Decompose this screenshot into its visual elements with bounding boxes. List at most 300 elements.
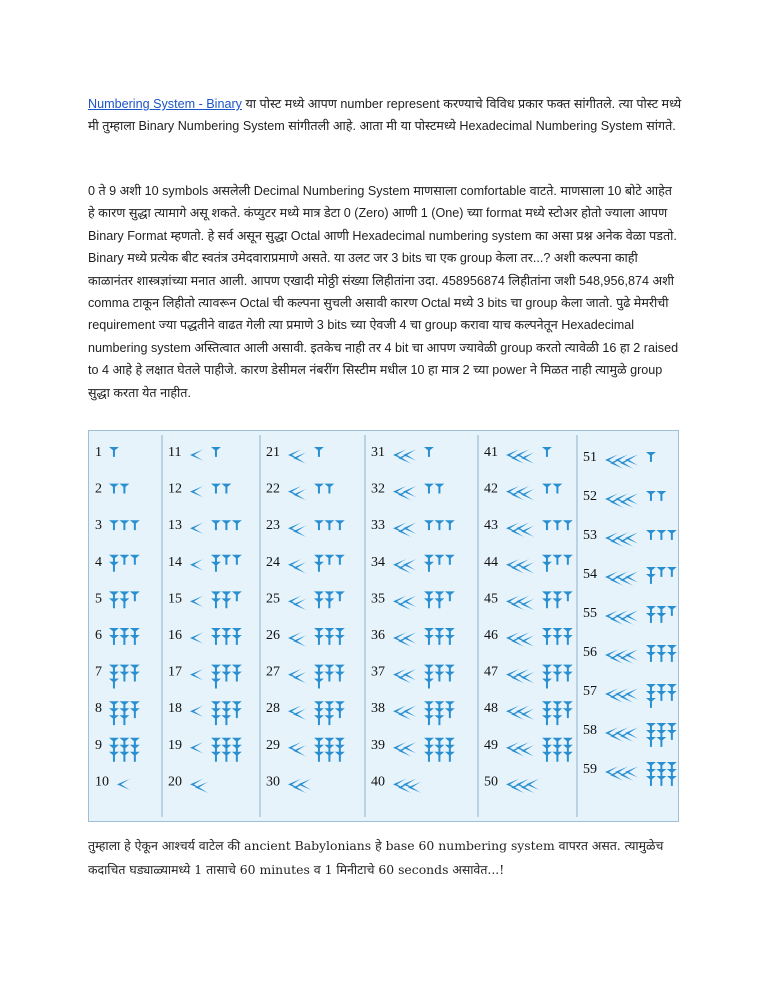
numeral-label: 36: [371, 628, 385, 643]
numeral-label: 4: [95, 554, 102, 570]
numeral-label: 44: [484, 554, 498, 570]
unit-wedge: [424, 562, 434, 572]
numeral-glyph: [506, 778, 540, 793]
numeral-label: 37: [371, 664, 385, 680]
babylonian-paragraph: तुम्हाला हे ऐकून आश्चर्य वाटेल की ancient Babylonians हे base 60 numbering system वापरत असत. त्यामुळेच कदाचित घड्याळ्यामध्ये 1 तासाचे 60 minutes व 1 मिनीटाचे 60 seconds असावेत...!: [88, 838, 664, 877]
ten-wedge: [190, 522, 204, 534]
numeral-glyph: [288, 701, 345, 725]
ten-wedge: [625, 571, 639, 583]
ten-wedge: [190, 669, 204, 681]
ten-wedge: [298, 778, 312, 790]
ten-wedge: [288, 669, 302, 681]
ten-wedge: [288, 595, 302, 607]
numeral-label: 7: [95, 664, 102, 680]
ten-wedge: [190, 705, 204, 717]
ten-wedge: [516, 705, 530, 717]
ten-wedge: [516, 595, 530, 607]
numeral-glyph: [605, 606, 677, 625]
numeral-glyph: [190, 484, 231, 498]
unit-wedge: [211, 635, 221, 645]
unit-wedge: [130, 708, 140, 718]
unit-wedge: [563, 520, 573, 530]
numeral-label: 46: [484, 628, 498, 643]
unit-wedge: [445, 752, 455, 762]
ten-wedge: [403, 449, 417, 461]
ten-wedge: [521, 525, 535, 537]
ten-wedge: [403, 632, 417, 644]
ten-wedge: [293, 781, 307, 793]
numeral-label: 17: [168, 664, 182, 680]
unit-wedge: [542, 679, 552, 689]
unit-wedge: [563, 635, 573, 645]
unit-wedge: [314, 562, 324, 572]
unit-wedge: [434, 520, 444, 530]
ten-wedge: [620, 769, 634, 781]
unit-wedge: [221, 555, 231, 565]
unit-wedge: [314, 447, 324, 457]
numeral-label: 12: [168, 481, 182, 497]
numeral-label: 15: [168, 591, 182, 607]
numeral-glyph: [288, 484, 334, 501]
unit-wedge: [424, 598, 434, 608]
ten-wedge: [620, 730, 634, 742]
unit-wedge: [314, 520, 324, 530]
unit-wedge: [119, 672, 129, 682]
numeral-glyph: [605, 723, 677, 747]
unit-wedge: [563, 672, 573, 682]
numeral-glyph: [109, 484, 129, 494]
unit-wedge: [667, 730, 677, 740]
unit-wedge: [646, 776, 656, 786]
ten-wedge: [190, 449, 204, 461]
numeral-glyph: [393, 665, 455, 689]
numeral-glyph: [506, 591, 573, 610]
numeral-glyph: [109, 628, 140, 645]
numeral-label: 56: [583, 645, 597, 660]
unit-wedge: [211, 447, 221, 457]
ten-wedge: [398, 598, 412, 610]
unit-wedge: [552, 752, 562, 762]
unit-wedge: [434, 484, 444, 494]
ten-wedge: [288, 559, 302, 571]
unit-wedge: [656, 613, 666, 623]
numeral-label: 40: [371, 774, 385, 790]
numeral-label: 52: [583, 489, 597, 504]
numeral-label: 57: [583, 684, 597, 699]
unit-wedge: [656, 737, 666, 747]
unit-wedge: [130, 555, 140, 565]
numeral-glyph: [109, 738, 140, 762]
ten-wedge: [625, 649, 639, 661]
numeral-glyph: [605, 684, 677, 708]
numeral-glyph: [109, 665, 140, 689]
numeral-label: 26: [266, 628, 280, 643]
ten-wedge: [620, 613, 634, 625]
ten-wedge: [403, 778, 417, 790]
numeral-label: 31: [371, 445, 385, 460]
numeral-label: 1: [95, 445, 102, 460]
unit-wedge: [646, 737, 656, 747]
ten-wedge: [625, 610, 639, 622]
unit-wedge: [667, 691, 677, 701]
unit-wedge: [109, 752, 119, 762]
ten-wedge: [190, 595, 204, 607]
ten-wedge: [516, 522, 530, 534]
unit-wedge: [656, 530, 666, 540]
ten-wedge: [190, 559, 204, 571]
ten-wedge: [190, 486, 204, 498]
ten-wedge: [288, 449, 302, 461]
numeral-glyph: [506, 555, 573, 574]
ten-wedge: [288, 486, 302, 498]
ten-wedge: [293, 598, 307, 610]
ten-wedge: [293, 635, 307, 647]
numeral-label: 50: [484, 774, 498, 790]
numeral-glyph: [393, 520, 455, 537]
numeral-label: 43: [484, 518, 498, 534]
numeral-glyph: [506, 447, 552, 464]
unit-wedge: [424, 635, 434, 645]
numeral-label: 55: [583, 606, 597, 621]
ten-wedge: [293, 672, 307, 684]
numeral-label: 38: [371, 701, 385, 717]
numeral-label: 20: [168, 774, 182, 790]
numeral-glyph: [109, 555, 140, 572]
ten-wedge: [403, 669, 417, 681]
ten-wedge: [516, 742, 530, 754]
numeral-glyph: [117, 778, 131, 790]
unit-wedge: [656, 776, 666, 786]
unit-wedge: [119, 715, 129, 725]
numeral-glyph: [288, 778, 312, 793]
unit-wedge: [109, 484, 119, 494]
ten-wedge: [521, 489, 535, 501]
ten-wedge: [521, 672, 535, 684]
numeral-label: 45: [484, 591, 498, 607]
ten-wedge: [516, 486, 530, 498]
numeral-glyph: [190, 665, 242, 689]
unit-wedge: [424, 715, 434, 725]
unit-wedge: [314, 679, 324, 689]
unit-wedge: [667, 606, 677, 616]
numeral-glyph: [288, 628, 345, 647]
numeral-label: 14: [168, 554, 182, 570]
unit-wedge: [552, 555, 562, 565]
unit-wedge: [232, 635, 242, 645]
unit-wedge: [232, 708, 242, 718]
numeral-glyph: [190, 628, 242, 645]
unit-wedge: [314, 635, 324, 645]
unit-wedge: [542, 752, 552, 762]
ten-wedge: [403, 595, 417, 607]
unit-wedge: [552, 672, 562, 682]
ten-wedge: [516, 449, 530, 461]
numeral-label: 2: [95, 481, 102, 497]
ten-wedge: [403, 705, 417, 717]
unit-wedge: [552, 484, 562, 494]
unit-wedge: [445, 591, 455, 601]
unit-wedge: [335, 591, 345, 601]
numeral-glyph: [288, 520, 345, 537]
numeral-glyph: [109, 447, 119, 457]
unit-wedge: [542, 635, 552, 645]
unit-wedge: [232, 752, 242, 762]
unit-wedge: [424, 752, 434, 762]
ten-wedge: [403, 522, 417, 534]
ten-wedge: [403, 742, 417, 754]
unit-wedge: [434, 635, 444, 645]
unit-wedge: [656, 567, 666, 577]
unit-wedge: [221, 598, 231, 608]
numeral-label: 13: [168, 518, 182, 534]
ten-wedge: [398, 562, 412, 574]
babylonian-numerals-tablet: [88, 430, 679, 822]
ten-wedge: [625, 766, 639, 778]
ten-wedge: [190, 778, 204, 790]
unit-wedge: [542, 562, 552, 572]
ten-wedge: [521, 781, 535, 793]
unit-wedge: [109, 520, 119, 530]
numeral-glyph: [109, 520, 140, 530]
unit-wedge: [109, 562, 119, 572]
unit-wedge: [656, 691, 666, 701]
unit-wedge: [232, 555, 242, 565]
ten-wedge: [398, 452, 412, 464]
numeral-glyph: [393, 701, 455, 725]
babylonian-numerals-figure: [89, 431, 678, 821]
ten-wedge: [521, 708, 535, 720]
numeral-label: 59: [583, 762, 597, 777]
numeral-label: 10: [95, 774, 109, 790]
unit-wedge: [656, 652, 666, 662]
unit-wedge: [119, 598, 129, 608]
unit-wedge: [232, 672, 242, 682]
numeral-glyph: [190, 701, 242, 725]
unit-wedge: [130, 672, 140, 682]
numeral-glyph: [190, 778, 209, 793]
numeral-glyph: [288, 555, 345, 574]
numeral-glyph: [393, 447, 434, 464]
intro-paragraph: [88, 93, 682, 138]
numeral-label: 32: [371, 481, 385, 497]
numeral-label: 21: [266, 445, 280, 460]
numeral-label: 33: [371, 518, 385, 534]
ten-wedge: [516, 669, 530, 681]
binary-post-link[interactable]: Numbering System - Binary: [88, 97, 242, 111]
unit-wedge: [109, 715, 119, 725]
ten-wedge: [620, 535, 634, 547]
ten-wedge: [521, 745, 535, 757]
numeral-label: 22: [266, 481, 280, 497]
numeral-glyph: [393, 738, 455, 762]
unit-wedge: [130, 520, 140, 530]
unit-wedge: [232, 591, 242, 601]
unit-wedge: [335, 635, 345, 645]
numeral-glyph: [393, 484, 444, 501]
unit-wedge: [646, 452, 656, 462]
unit-wedge: [221, 635, 231, 645]
unit-wedge: [314, 484, 324, 494]
ten-wedge: [288, 742, 302, 754]
ten-wedge: [288, 522, 302, 534]
unit-wedge: [109, 598, 119, 608]
unit-wedge: [221, 715, 231, 725]
ten-wedge: [620, 496, 634, 508]
unit-wedge: [434, 555, 444, 565]
explanation-paragraph: 0 ते 9 अशी 10 symbols असलेली Decimal Numbering System माणसाला comfortable वाटते. माणसाला 10 बोटे आहेत हे कारण सुद्धा त्यामागे असू शकते. कंप्युटर मध्ये मात्र डेटा 0 (Zero) आणी 1 (One) च्या format मध्ये स्टोअर होतो ज्याला आपण Binary Format म्हणतो. हे सर्व असून सुद्धा Octal आणी Hexadecimal numbering system का असा प्रश्न अनेक वेळा पडतो. Binary मध्ये प्रत्येक बीट स्वतंत्र उमेदवाराप्रमाणे असते. या उलट जर 3 bits चा एक group केला तर...? अशी कल्पना काही काळानंतर शास्त्रज्ञांच्या मनात आली. आपण एखादी मोठ्ठी संख्या लिहीतांना उदा. 458956874 लिहीतांना जशी 548,956,874 अशी comma टाकून लिहीतो त्यावरून Octal ची कल्पना सुचली असावी कारण Octal मध्ये 3 bits चा group केला जातो. पुढे मेमरीची requirement ज्या पद्धतीने वाढत गेली त्या प्रमाणे 3 bits च्या ऐवजी 4 चा group करावा याच कल्पनेतून Hexadecimal numbering system अस्तित्वात आली असावी. इतकेच नाही तर 4 bit चा आपण ज्यावेळी group करतो त्यावेळी 16 हा 2 raised to 4 आहे हे लक्षात घेतले पाहीजे. कारण डेसीमल नंबरींग सिस्टीम मधील 10 हा मात्र 2 च्या power ने मिळत नाही त्यामुळे group सुद्धा करता येत नाहीत.: [88, 184, 679, 400]
numeral-label: 11: [168, 445, 182, 460]
ten-wedge: [625, 688, 639, 700]
unit-wedge: [211, 562, 221, 572]
unit-wedge: [445, 520, 455, 530]
unit-wedge: [109, 635, 119, 645]
ten-wedge: [521, 452, 535, 464]
ten-wedge: [625, 454, 639, 466]
unit-wedge: [119, 484, 129, 494]
unit-wedge: [542, 484, 552, 494]
unit-wedge: [211, 752, 221, 762]
unit-wedge: [434, 715, 444, 725]
unit-wedge: [324, 484, 334, 494]
unit-wedge: [324, 672, 334, 682]
unit-wedge: [119, 555, 129, 565]
unit-wedge: [552, 715, 562, 725]
ten-wedge: [190, 742, 204, 754]
numeral-label: 8: [95, 701, 102, 717]
ten-wedge: [625, 493, 639, 505]
ten-wedge: [516, 632, 530, 644]
numeral-label: 51: [583, 450, 597, 465]
unit-wedge: [335, 555, 345, 565]
numeral-glyph: [393, 628, 455, 647]
unit-wedge: [563, 708, 573, 718]
ten-wedge: [403, 559, 417, 571]
numeral-label: 9: [95, 737, 102, 753]
unit-wedge: [324, 520, 334, 530]
unit-wedge: [211, 679, 221, 689]
ten-wedge: [293, 489, 307, 501]
numeral-glyph: [288, 591, 345, 610]
unit-wedge: [563, 752, 573, 762]
unit-wedge: [646, 613, 656, 623]
ten-wedge: [620, 574, 634, 586]
unit-wedge: [119, 635, 129, 645]
numeral-label: 41: [484, 445, 498, 460]
ten-wedge: [625, 727, 639, 739]
unit-wedge: [221, 672, 231, 682]
ten-wedge: [398, 525, 412, 537]
numeral-glyph: [605, 762, 677, 786]
unit-wedge: [130, 752, 140, 762]
unit-wedge: [667, 776, 677, 786]
numeral-label: 39: [371, 737, 385, 753]
unit-wedge: [542, 520, 552, 530]
unit-wedge: [445, 708, 455, 718]
ten-wedge: [521, 635, 535, 647]
ten-wedge: [403, 486, 417, 498]
numeral-label: 16: [168, 628, 182, 643]
unit-wedge: [324, 715, 334, 725]
numeral-glyph: [190, 520, 242, 534]
unit-wedge: [445, 672, 455, 682]
unit-wedge: [542, 715, 552, 725]
unit-wedge: [542, 447, 552, 457]
numeral-label: 30: [266, 774, 280, 790]
unit-wedge: [434, 672, 444, 682]
numeral-label: 28: [266, 701, 280, 717]
unit-wedge: [119, 520, 129, 530]
numeral-glyph: [190, 591, 242, 608]
ten-wedge: [408, 781, 422, 793]
unit-wedge: [445, 635, 455, 645]
unit-wedge: [542, 598, 552, 608]
ten-wedge: [398, 635, 412, 647]
numeral-label: 24: [266, 554, 280, 570]
unit-wedge: [324, 752, 334, 762]
numeral-glyph: [393, 591, 455, 610]
unit-wedge: [221, 752, 231, 762]
numeral-label: 35: [371, 591, 385, 607]
ten-wedge: [288, 632, 302, 644]
unit-wedge: [646, 652, 656, 662]
unit-wedge: [646, 574, 656, 584]
unit-wedge: [119, 752, 129, 762]
unit-wedge: [130, 591, 140, 601]
numeral-glyph: [288, 665, 345, 689]
ten-wedge: [521, 562, 535, 574]
ten-wedge: [398, 489, 412, 501]
unit-wedge: [211, 484, 221, 494]
numeral-glyph: [190, 555, 242, 572]
numeral-label: 49: [484, 737, 498, 753]
ten-wedge: [521, 598, 535, 610]
unit-wedge: [552, 635, 562, 645]
numeral-glyph: [506, 484, 562, 501]
unit-wedge: [434, 752, 444, 762]
unit-wedge: [424, 679, 434, 689]
ten-wedge: [117, 778, 131, 790]
numeral-label: 6: [95, 628, 102, 643]
numeral-label: 27: [266, 664, 280, 680]
ten-wedge: [398, 708, 412, 720]
unit-wedge: [563, 555, 573, 565]
numeral-label: 18: [168, 701, 182, 717]
ten-wedge: [516, 559, 530, 571]
numeral-label: 48: [484, 701, 498, 717]
numeral-glyph: [506, 701, 573, 725]
ten-wedge: [288, 705, 302, 717]
unit-wedge: [211, 598, 221, 608]
numeral-glyph: [109, 701, 140, 725]
unit-wedge: [211, 715, 221, 725]
ten-wedge: [526, 778, 540, 790]
unit-wedge: [335, 708, 345, 718]
unit-wedge: [552, 520, 562, 530]
unit-wedge: [109, 447, 119, 457]
numeral-label: 29: [266, 737, 280, 753]
unit-wedge: [646, 491, 656, 501]
intro-text: या पोस्ट मध्ये आपण number represent करण्याचे विविध प्रकार फक्त सांगीतले. त्या पोस्ट मध्ये मी तुम्हाला Binary Numbering System सांगीतली आहे. आता मी या पोस्टमध्ये Hexadecimal Numbering System सांगते.: [88, 97, 682, 134]
numeral-label: 25: [266, 591, 280, 607]
numeral-glyph: [605, 452, 656, 469]
ten-wedge: [293, 562, 307, 574]
ten-wedge: [293, 452, 307, 464]
unit-wedge: [324, 555, 334, 565]
numeral-glyph: [506, 628, 573, 647]
ten-wedge: [620, 457, 634, 469]
ten-wedge: [398, 745, 412, 757]
numeral-label: 23: [266, 518, 280, 534]
